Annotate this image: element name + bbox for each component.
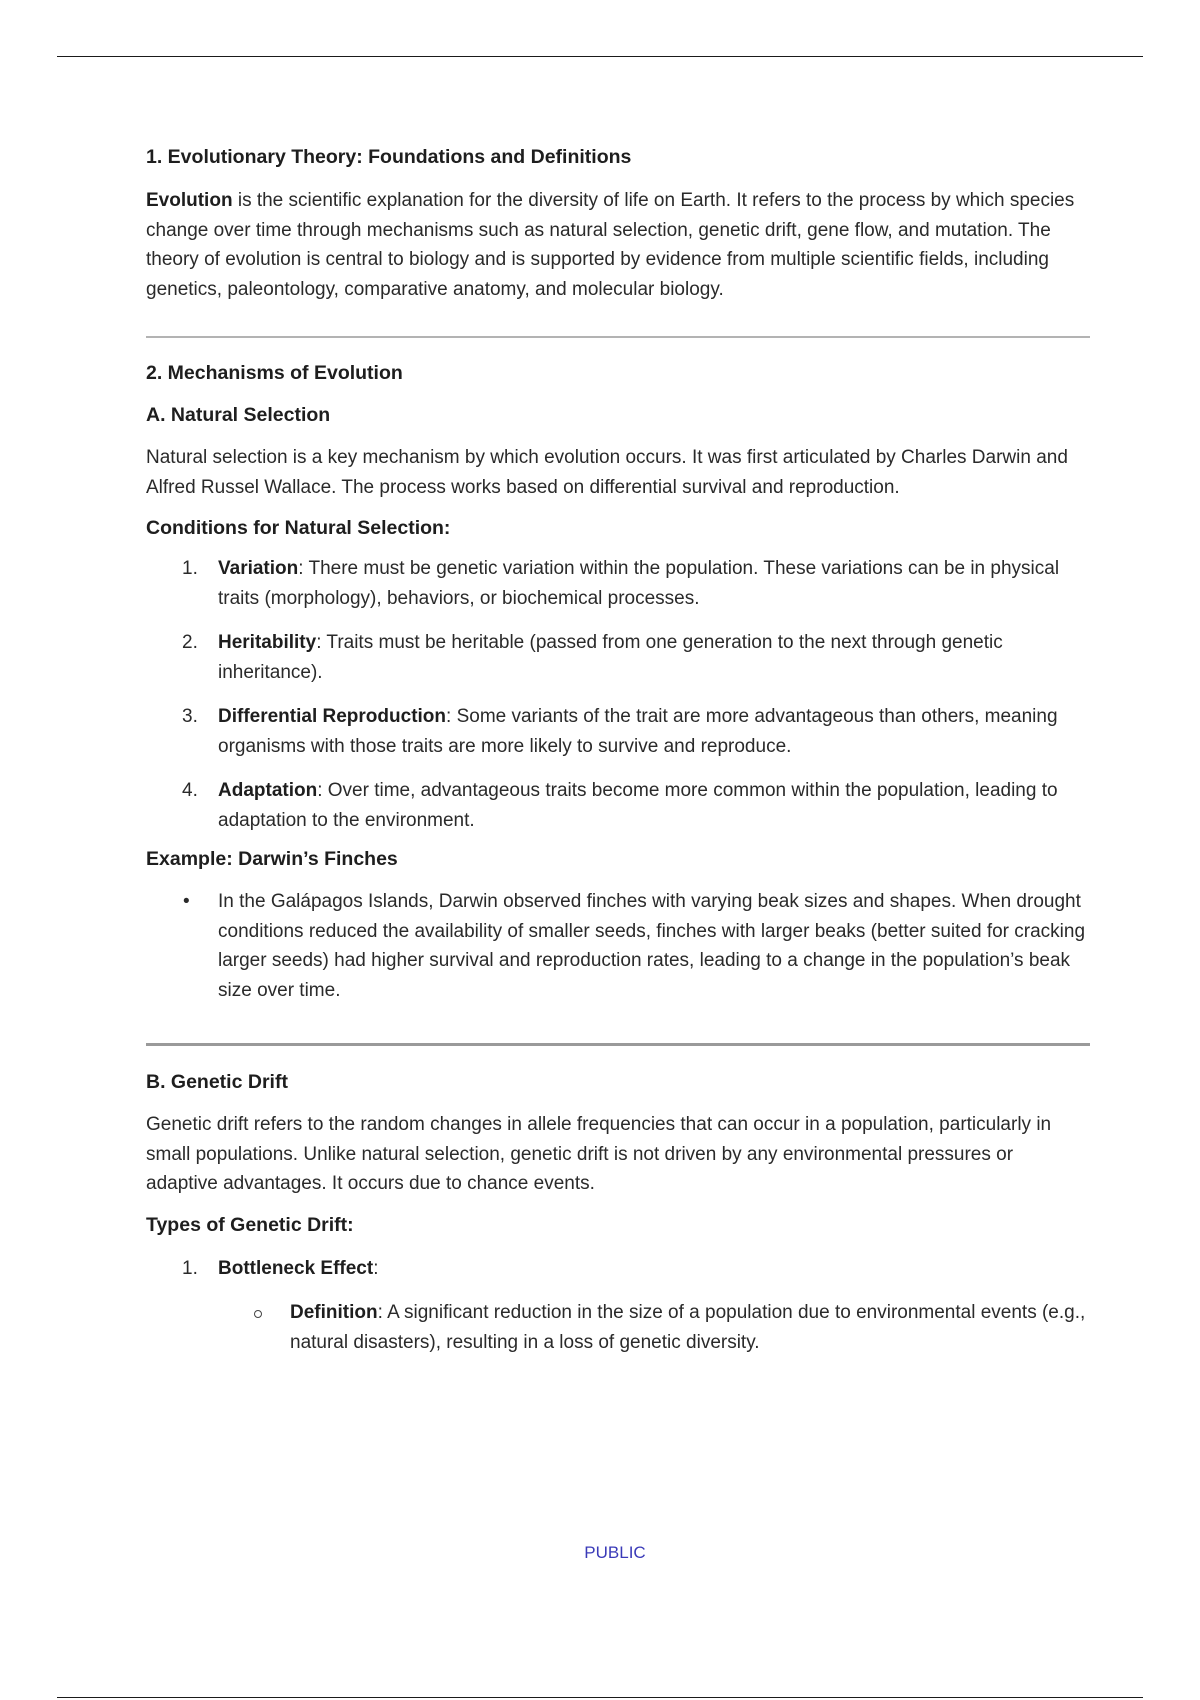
condition-number: 2. <box>182 632 198 653</box>
condition-text: : Over time, advantageous traits become more common within the population, leading to adaptation to the environment. <box>218 780 1058 831</box>
drift-type-term: Bottleneck Effect <box>218 1257 374 1279</box>
evolution-definition <box>146 186 1090 304</box>
condition-number: 4. <box>182 780 198 801</box>
condition-text: : There must be genetic variation within the population. These variations can be in physical traits (morphology), behaviors, or biochemical processes. <box>218 558 1060 609</box>
condition-item <box>146 776 1090 835</box>
definition-text: : A significant reduction in the size of a population due to environmental events (e.g., natural disasters), resulting in a loss of genetic diversity. <box>290 1302 1086 1353</box>
genetic-drift-intro: Genetic drift refers to the random changes in allele frequencies that can occur in a population, particularly in small populations. Unlike natural selection, genetic drift is not driven by any environmental pressures or adaptive advantages. It occurs due to chance events. <box>146 1114 1052 1194</box>
document-body <box>146 145 1090 1357</box>
condition-term: Heritability <box>218 632 317 653</box>
bottom-rule <box>57 1697 1143 1698</box>
example-heading: Example: Darwin’s Finches <box>146 848 398 870</box>
condition-number: 3. <box>182 706 198 727</box>
top-rule <box>57 56 1143 57</box>
divider <box>146 336 1090 338</box>
drift-type-number: 1. <box>182 1257 198 1279</box>
condition-item <box>146 702 1090 761</box>
example-text: In the Galápagos Islands, Darwin observed finches with varying beak sizes and shapes. When drought conditions reduced the availability of smaller seeds, finches with larger beaks (better suited for cracking larger seeds) had higher survival and reproduction rates, leading to a change in the population’s beak size over time. <box>218 891 1086 1001</box>
circle-bullet-icon <box>254 1310 262 1318</box>
evolution-term: Evolution <box>146 190 233 211</box>
example-bullet-item <box>146 887 1090 1005</box>
drift-type-item <box>146 1254 1090 1284</box>
condition-number: 1. <box>182 558 198 579</box>
condition-text: : Some variants of the trait are more advantageous than others, meaning organisms with those traits are more likely to survive and reproduce. <box>218 706 1058 757</box>
evolution-body: is the scientific explanation for the diversity of life on Earth. It refers to the process by which species change over time through mechanisms such as natural selection, genetic drift, gene flow, and mutation. The theory of evolution is central to biology and is supported by evidence from multiple scientific fields, including genetics, paleontology, comparative anatomy, and molecular biology. <box>146 190 1075 300</box>
conditions-list <box>146 554 1090 835</box>
bullet-icon: • <box>183 891 190 912</box>
section-2-heading: 2. Mechanisms of Evolution <box>146 362 403 384</box>
types-heading: Types of Genetic Drift: <box>146 1213 354 1236</box>
natural-selection-heading: A. Natural Selection <box>146 404 331 426</box>
natural-selection-intro: Natural selection is a key mechanism by which evolution occurs. It was first articulated by Charles Darwin and Alfred Russel Wallace. The process works based on differential survival and reproduction. <box>146 447 1068 498</box>
condition-item <box>146 554 1090 613</box>
condition-term: Adaptation <box>218 780 318 801</box>
condition-text: : Traits must be heritable (passed from one generation to the next through genetic inheritance). <box>218 632 1003 683</box>
definition-term: Definition <box>290 1302 378 1323</box>
conditions-heading: Conditions for Natural Selection: <box>146 517 451 539</box>
divider <box>146 1043 1090 1046</box>
condition-term: Variation <box>218 558 299 579</box>
classification-footer: PUBLIC <box>584 1543 646 1562</box>
drift-type-text: : <box>373 1257 379 1279</box>
section-1-heading: 1. Evolutionary Theory: Foundations and Definitions <box>146 146 632 168</box>
genetic-drift-heading: B. Genetic Drift <box>146 1071 288 1093</box>
condition-item <box>146 628 1090 687</box>
condition-term: Differential Reproduction <box>218 706 447 727</box>
definition-sub-item <box>146 1298 1090 1357</box>
